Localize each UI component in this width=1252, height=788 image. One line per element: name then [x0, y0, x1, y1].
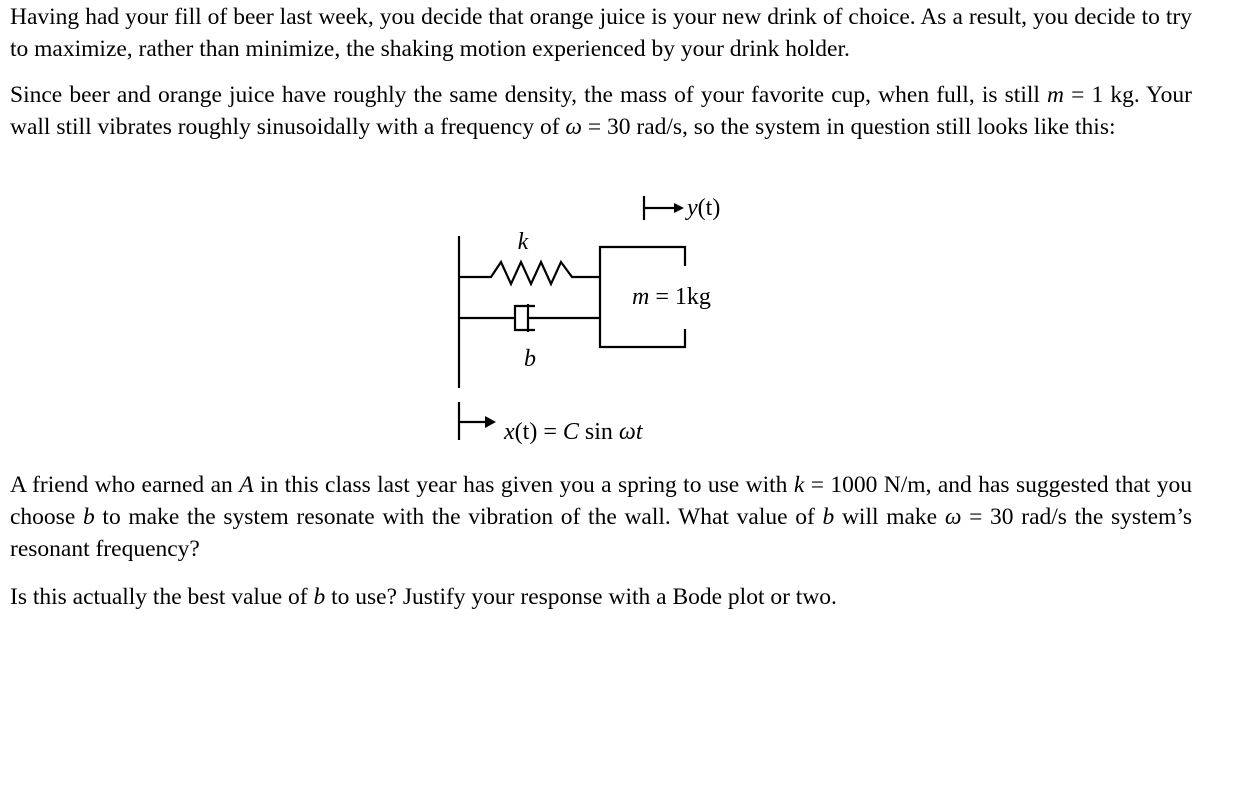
text-segment: will make	[834, 504, 945, 530]
y-paren: (t)	[697, 195, 721, 221]
math-omega: ω	[565, 114, 582, 140]
x-symbol: x	[504, 419, 515, 445]
math-b: b	[313, 584, 326, 610]
paragraph-intro: Having had your fill of beer last week, you decide that orange juice is your new drink of choice. As a result, you decide to try to maximize, rather than minimize, the shaking motion experienced by your drink holder.	[10, 4, 1192, 62]
text-segment: Is this actually the best value of	[10, 584, 314, 610]
math-b: b	[82, 504, 95, 530]
text-segment: Since beer and orange juice have roughly the same density, the mass of your favorite cup, when full, is still	[10, 82, 1048, 108]
y-symbol: y	[687, 195, 698, 221]
text-segment: in this class last year has given you a spring to use with	[253, 472, 794, 498]
math-a: A	[239, 472, 254, 498]
math-omega: ω	[944, 504, 962, 530]
x-paren: (t)	[514, 419, 538, 445]
mass-spring-damper-diagram	[440, 180, 760, 450]
x-omega-t: ωt	[618, 419, 643, 445]
spring	[459, 262, 600, 284]
paragraph-system-description	[10, 79, 1192, 143]
math-k: k	[793, 472, 805, 498]
text-segment: A friend who earned an	[10, 472, 240, 498]
y-arrow-head	[674, 203, 684, 213]
x-of-t-label	[503, 419, 644, 445]
spring-label: k	[517, 229, 529, 255]
x-equals: =	[537, 419, 563, 445]
mass-equals: =	[649, 284, 675, 310]
text-segment: = 30 rad/s, so the system in question still looks like this:	[582, 114, 1116, 140]
text-segment: to make the system resonate with the vibration of the wall. What value of	[94, 504, 823, 530]
mass-value: 1kg	[674, 284, 711, 310]
text-segment: = 30 rad/s the system’s resonant frequency?	[10, 504, 1192, 562]
x-sin: sin	[578, 419, 619, 445]
x-amplitude: C	[562, 419, 579, 445]
math-b: b	[822, 504, 835, 530]
diagram-svg	[440, 180, 760, 450]
mass-symbol: m	[632, 284, 650, 310]
text-segment: = 1000 N/m, and has suggested that you choose	[10, 472, 1192, 530]
text-segment: = 1 kg. Your wall still vibrates roughly sinusoidally with a frequency of	[10, 82, 1192, 140]
text-segment: to use? Justify your response with a Bode plot or two.	[325, 584, 837, 610]
x-arrow-head	[485, 416, 496, 428]
y-of-t-label	[685, 195, 720, 221]
paragraph-question	[10, 469, 1192, 565]
paragraph-followup	[10, 581, 1192, 613]
math-m: m	[1047, 82, 1065, 108]
damper-label: b	[524, 346, 536, 372]
mass-label	[632, 284, 711, 310]
